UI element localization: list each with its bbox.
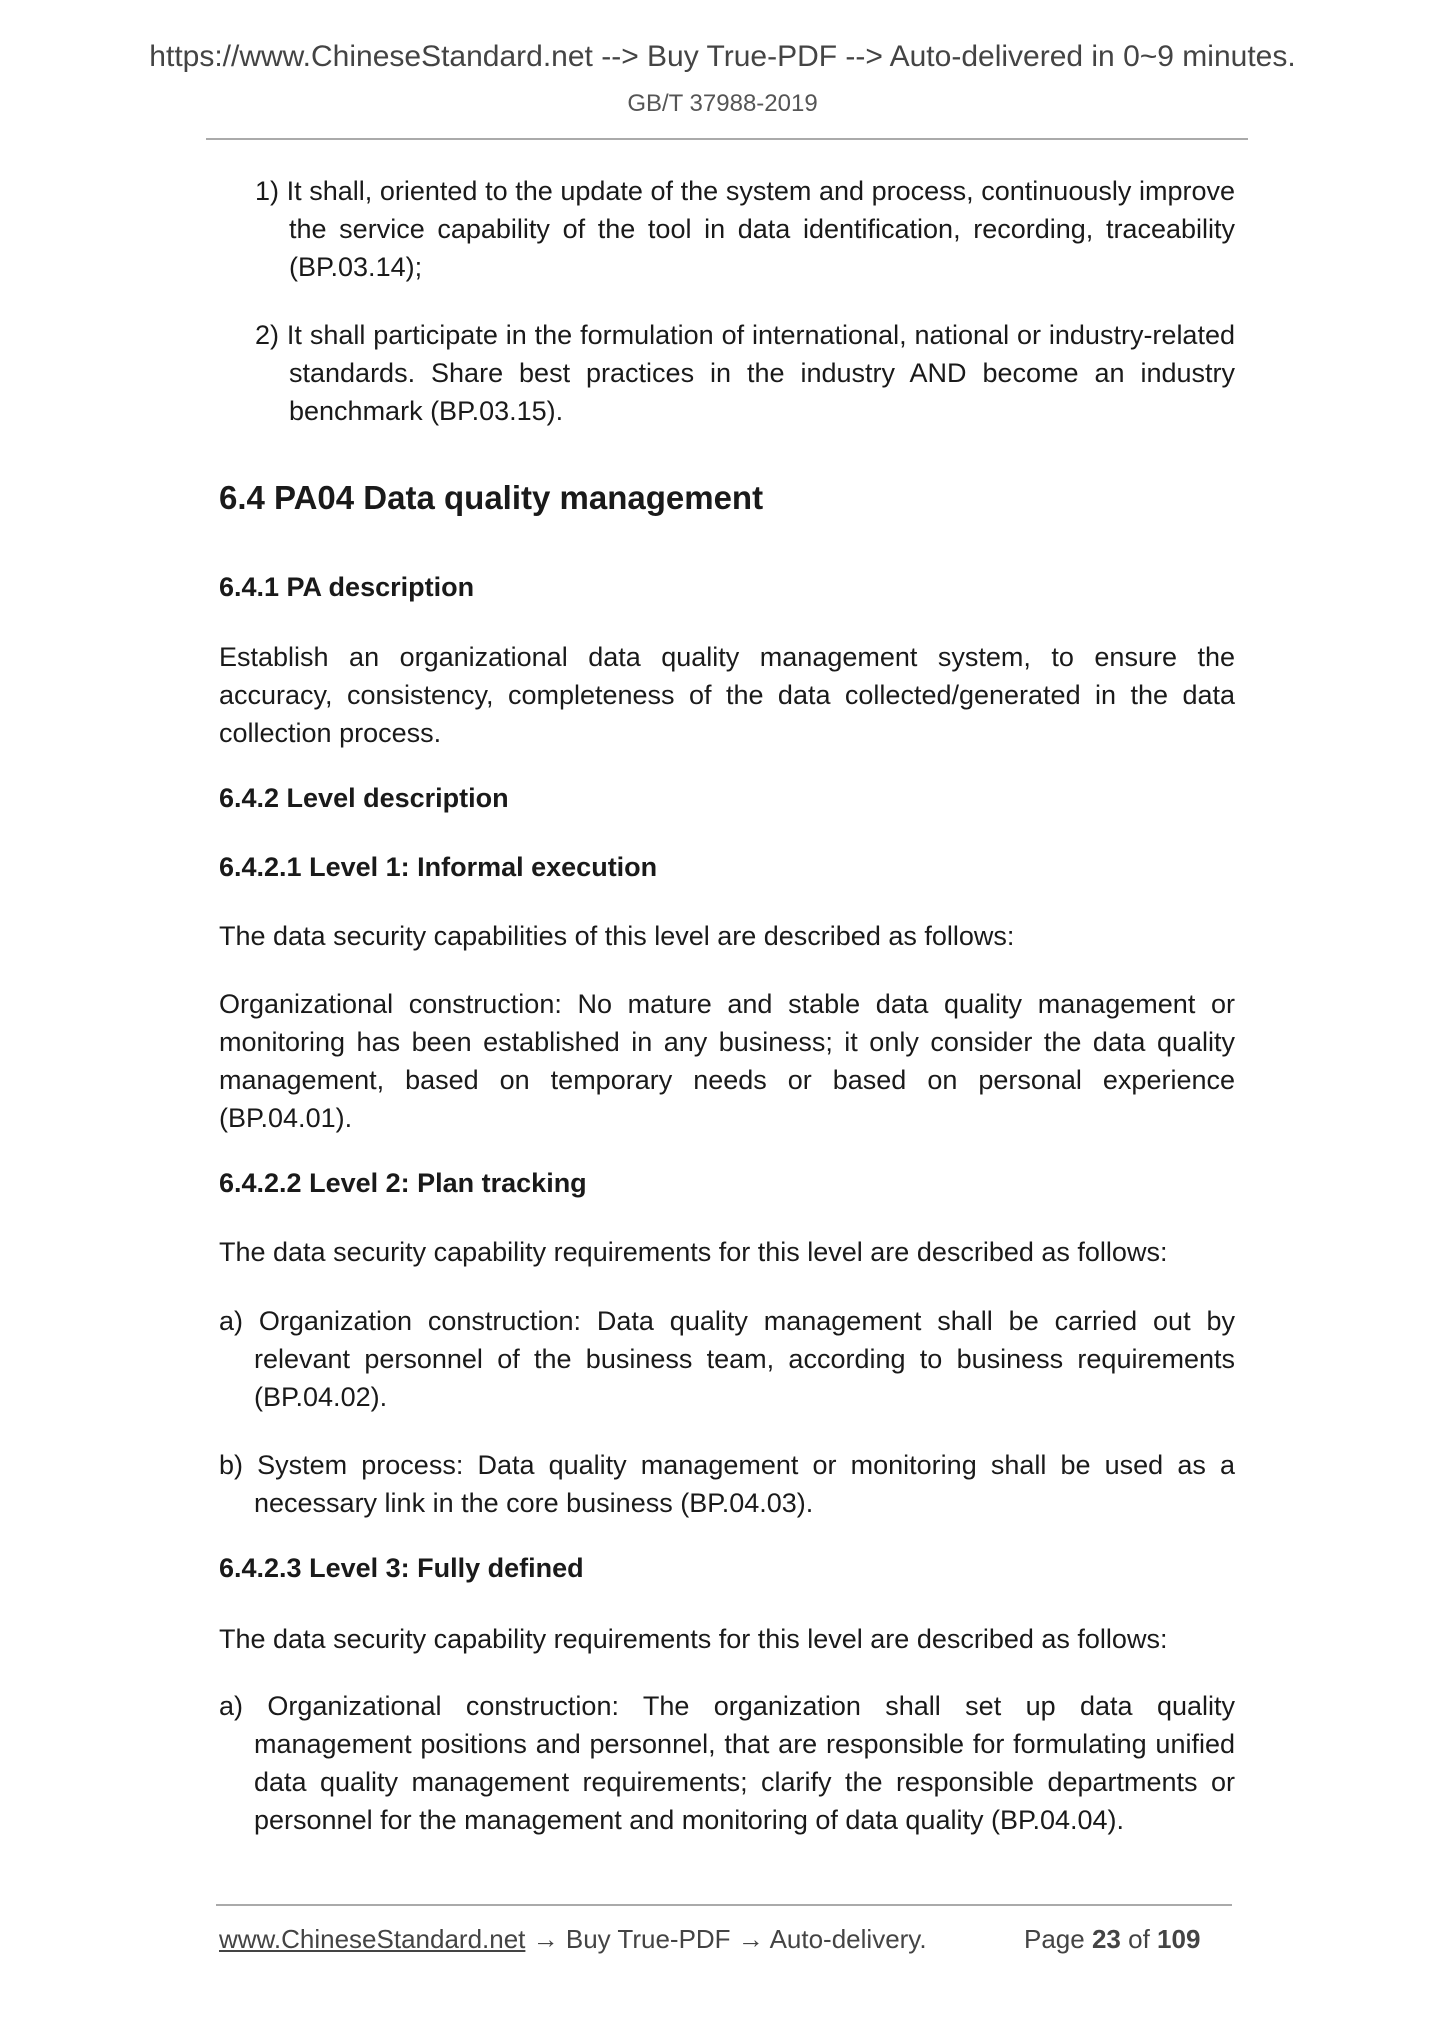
list-item-level2-b: b) System process: Data quality management or monitoring shall be used as a necessary link in the core business (BP.04.03). [219,1450,1235,1518]
list-item-1: 1) It shall, oriented to the update of the system and process, continuously improve the service capability of the tool in data identification, recording, traceability (BP.03.14); [255,176,1235,282]
paragraph-level1-org: Organizational construction: No mature and stable data quality management or monitoring has been established in any business; it only consider the data quality management, based on temporary needs or based on personal experience (BP.04.01). [219,989,1235,1133]
footer-divider [216,1904,1232,1906]
footer-rest: → Buy True-PDF → Auto-delivery. [525,1924,927,1954]
document-id: GB/T 37988-2019 [627,90,818,117]
paragraph-pa-description: Establish an organizational data quality management system, to ensure the accuracy, consistency, completeness of the data collected/generated in the data collection process. [219,642,1235,748]
section-heading-6-4: 6.4 PA04 Data quality management [219,479,764,516]
footer-link[interactable]: www.ChineseStandard.net [219,1924,526,1954]
page-label: Page [1024,1924,1085,1954]
page-indicator [1024,1924,1200,1955]
header-divider [206,138,1248,140]
paragraph-level3-intro: The data security capability requirements for this level are described as follows: [219,1624,1168,1654]
heading-6-4-1: 6.4.1 PA description [219,572,475,602]
heading-6-4-2-2: 6.4.2.2 Level 2: Plan tracking [219,1168,587,1198]
of-label: of [1128,1924,1150,1954]
paragraph-level2-intro: The data security capability requirements for this level are described as follows: [219,1237,1168,1267]
header-banner: https://www.ChineseStandard.net --> Buy True-PDF --> Auto-delivered in 0~9 minutes. [149,40,1296,73]
heading-6-4-2: 6.4.2 Level description [219,783,509,813]
list-item-2: 2) It shall participate in the formulation of international, national or industry-related standards. Share best practices in the industry AND become an industry benchmark (BP.03.15). [255,320,1235,426]
page-number: 23 [1091,1924,1121,1954]
heading-6-4-2-1: 6.4.2.1 Level 1: Informal execution [219,852,658,882]
list-item-level2-a: a) Organization construction: Data quality management shall be carried out by relevant personnel of the business team, according to business requirements (BP.04.02). [219,1306,1235,1412]
paragraph-level1-intro: The data security capabilities of this level are described as follows: [219,921,1015,951]
page-total: 109 [1157,1924,1201,1954]
list-item-level3-a: a) Organizational construction: The organization shall set up data quality management positions and personnel, that are responsible for formulating unified data quality management requirements; clarify the responsible departments or personnel for the management and monitoring of data quality (BP.04.04). [219,1691,1235,1835]
footer-text [219,1924,927,1955]
heading-6-4-2-3: 6.4.2.3 Level 3: Fully defined [219,1553,584,1583]
